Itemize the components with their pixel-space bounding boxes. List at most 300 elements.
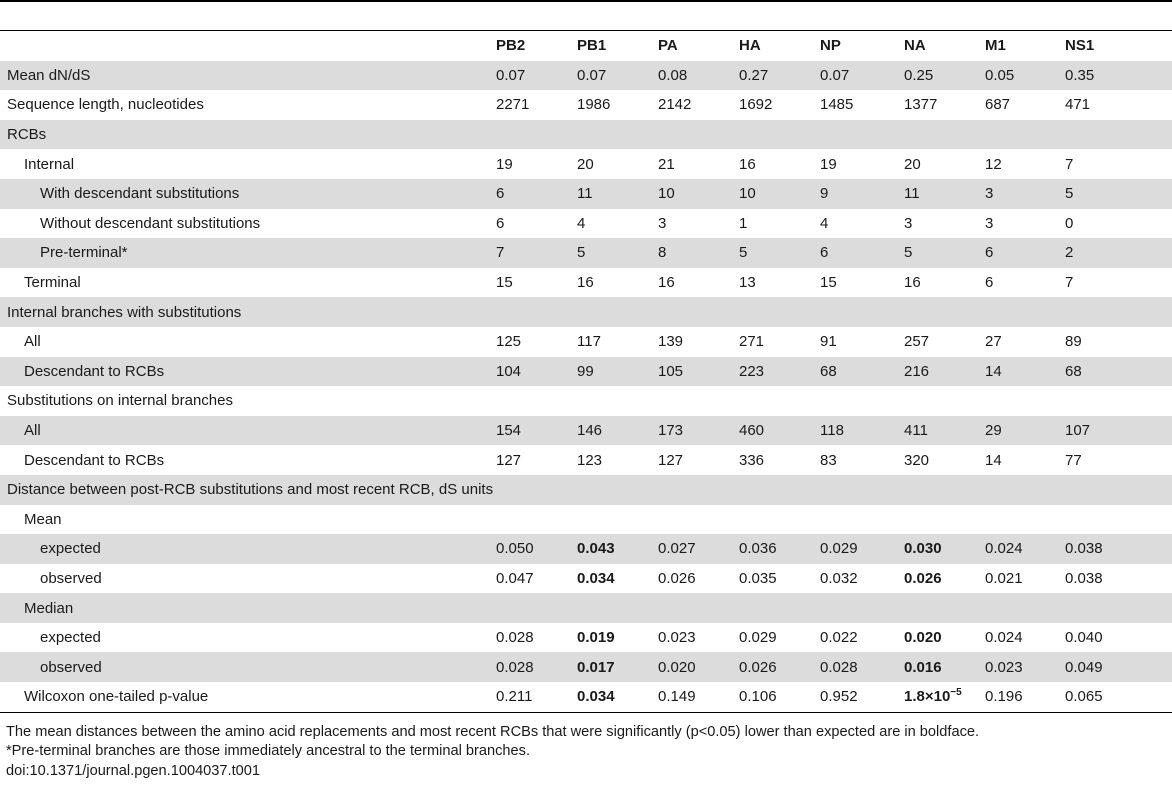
- cell-value: 0.028: [820, 658, 858, 676]
- table-row: [0, 297, 1172, 327]
- table-cell: [904, 505, 985, 535]
- cell-value: 15: [820, 274, 837, 292]
- table-cell: [496, 475, 577, 505]
- table-cell: [820, 120, 904, 150]
- table-cell: [904, 682, 985, 712]
- table-cell: [739, 505, 820, 535]
- table-row: [0, 505, 1172, 535]
- table-cell: [496, 505, 577, 535]
- cell-value: 0.035: [739, 569, 777, 587]
- row-label: Internal: [24, 155, 75, 173]
- cell-value: 0.07: [496, 66, 526, 84]
- table-row: [0, 238, 1172, 268]
- table-cell: [904, 179, 985, 209]
- table-cell: [985, 297, 1065, 327]
- table-cell: [985, 593, 1065, 623]
- cell-value: 460: [739, 422, 765, 440]
- table-cell: [1065, 238, 1172, 268]
- cell-value: 0.023: [985, 658, 1023, 676]
- table-cell: [577, 297, 658, 327]
- cell-value: 471: [1065, 96, 1091, 114]
- table-cell: [496, 564, 577, 594]
- table-cell: [1065, 534, 1172, 564]
- table-row: [0, 120, 1172, 150]
- cell-value: 4: [577, 214, 586, 232]
- cell-value: 20: [577, 155, 594, 173]
- row-label: Descendant to RCBs: [24, 451, 165, 469]
- cell-value: 0.049: [1065, 658, 1103, 676]
- row-label: expected: [0, 534, 496, 564]
- table-cell: [904, 652, 985, 682]
- table-body: [0, 61, 1172, 712]
- row-label: Distance between post-RCB substitutions and most recent RCB, dS units: [0, 475, 496, 505]
- footnote-doi: doi:10.1371/journal.pgen.1004037.t001: [6, 762, 260, 779]
- cell-value: 68: [1065, 362, 1082, 380]
- row-label: Mean dN/dS: [0, 61, 496, 91]
- table-cell: [820, 268, 904, 298]
- table-cell: [496, 179, 577, 209]
- table-cell: [496, 297, 577, 327]
- cell-value: 1986: [577, 96, 611, 114]
- table-cell: [739, 623, 820, 653]
- row-label: All: [24, 333, 41, 351]
- table-cell: [739, 179, 820, 209]
- cell-value: 117: [577, 333, 601, 351]
- row-label: RCBs: [0, 120, 496, 150]
- cell-value: 0.020: [904, 629, 942, 647]
- table-cell: [739, 90, 820, 120]
- cell-value: 4: [820, 214, 829, 232]
- cell-value: 139: [658, 333, 684, 351]
- row-label: Terminal: [24, 274, 81, 292]
- cell-value: 15: [496, 274, 513, 292]
- table-cell: [739, 386, 820, 416]
- cell-value: 0.211: [496, 688, 533, 706]
- cell-value: 19: [496, 155, 513, 173]
- cell-value: 6: [496, 214, 505, 232]
- table-cell: [496, 238, 577, 268]
- cell-value: 0: [1065, 214, 1074, 232]
- table-cell: [985, 564, 1065, 594]
- cell-value: 16: [904, 274, 921, 292]
- table-cell: [1065, 357, 1172, 387]
- cell-value: 0.952: [820, 688, 858, 706]
- table-cell: [658, 475, 739, 505]
- table-cell: [658, 327, 739, 357]
- cell-value: 20: [904, 155, 921, 173]
- cell-value: 125: [496, 333, 522, 351]
- table-cell: [1065, 386, 1172, 416]
- table-cell: [496, 149, 577, 179]
- row-label: All: [0, 416, 496, 446]
- table-cell: [739, 238, 820, 268]
- cell-value: 12: [985, 155, 1002, 173]
- table-cell: [739, 682, 820, 712]
- column-header: NA: [904, 37, 926, 55]
- table-row: [0, 445, 1172, 475]
- table-cell: [577, 90, 658, 120]
- cell-value: 1377: [904, 96, 938, 114]
- cell-value: 11: [904, 185, 920, 203]
- cell-value: 0.032: [820, 569, 858, 587]
- cell-value: 0.026: [904, 569, 942, 587]
- cell-value: 118: [820, 422, 844, 440]
- cell-value: 0.017: [577, 658, 615, 676]
- cell-value: 0.043: [577, 540, 615, 558]
- table-cell: [739, 268, 820, 298]
- table-row: [0, 564, 1172, 594]
- cell-value: 0.019: [577, 629, 615, 647]
- table-cell: [904, 445, 985, 475]
- column-header: PA: [658, 37, 678, 55]
- table-cell: [739, 593, 820, 623]
- cell-value: 0.030: [904, 540, 942, 558]
- table-cell: [985, 416, 1065, 446]
- cell-value: 83: [820, 451, 837, 469]
- table-row: [0, 534, 1172, 564]
- cell-value: 6: [985, 244, 994, 262]
- cell-value: 16: [739, 155, 756, 173]
- header-row: [0, 31, 1172, 61]
- cell-value: 21: [658, 155, 675, 173]
- header-label-cell: [0, 31, 496, 61]
- cell-value: 6: [820, 244, 829, 262]
- table-cell: [985, 505, 1065, 535]
- column-header: PB2: [496, 37, 526, 55]
- table-cell: [820, 623, 904, 653]
- table-cell: [658, 534, 739, 564]
- table-cell: [904, 149, 985, 179]
- cell-value: 0.024: [985, 540, 1023, 558]
- table-cell: [496, 327, 577, 357]
- cell-value: 89: [1065, 333, 1082, 351]
- cell-value: 77: [1065, 451, 1082, 469]
- table-cell: [577, 682, 658, 712]
- table-row: [0, 149, 1172, 179]
- table-cell: [904, 564, 985, 594]
- cell-value: 105: [658, 362, 684, 380]
- cell-value: 5: [739, 244, 748, 262]
- table-cell: [739, 149, 820, 179]
- table-cell: [1065, 682, 1172, 712]
- table-cell: [904, 90, 985, 120]
- table-cell: [658, 652, 739, 682]
- table-cell: [904, 623, 985, 653]
- cell-value: 223: [739, 362, 765, 380]
- table-row: [0, 209, 1172, 239]
- table-cell: [577, 445, 658, 475]
- cell-value: 0.040: [1065, 629, 1103, 647]
- cell-value: 0.034: [577, 688, 615, 706]
- cell-value: 14: [985, 362, 1002, 380]
- table-cell: [739, 475, 820, 505]
- cell-value: 29: [985, 422, 1002, 440]
- table-cell: [658, 61, 739, 91]
- table-cell: [904, 327, 985, 357]
- table-cell: [904, 475, 985, 505]
- table-cell: [739, 297, 820, 327]
- table-cell: [820, 90, 904, 120]
- cell-value: 336: [739, 451, 765, 469]
- cell-value: 0.050: [496, 540, 534, 558]
- table-cell: [904, 593, 985, 623]
- cell-value: 0.038: [1065, 569, 1103, 587]
- row-label: Descendant to RCBs: [0, 357, 496, 387]
- table-cell: [577, 327, 658, 357]
- row-label: Mean: [24, 510, 62, 528]
- table-cell: [658, 179, 739, 209]
- table-cell: [739, 652, 820, 682]
- table-cell: [1065, 623, 1172, 653]
- cell-value: 320: [904, 451, 930, 469]
- cell-value: 7: [496, 244, 505, 262]
- row-label: observed: [40, 569, 102, 587]
- table-cell: [820, 238, 904, 268]
- table-cell: [496, 416, 577, 446]
- table-cell: [658, 209, 739, 239]
- table-row: [0, 61, 1172, 91]
- table-cell: [739, 209, 820, 239]
- table-cell: [820, 416, 904, 446]
- table-cell: [904, 534, 985, 564]
- cell-value: 1692: [739, 96, 773, 114]
- row-label: Substitutions on internal branches: [7, 392, 233, 410]
- footnote-boldface: The mean distances between the amino acid replacements and most recent RCBs that were significantly (p<0.05) lower than expected are in boldface.: [6, 723, 980, 740]
- table-cell: [577, 593, 658, 623]
- table-cell: [820, 327, 904, 357]
- table-cell: [985, 357, 1065, 387]
- table-cell: [739, 416, 820, 446]
- table-cell: [658, 238, 739, 268]
- table-cell: [577, 238, 658, 268]
- table-cell: [496, 268, 577, 298]
- table-row: [0, 623, 1172, 653]
- table-cell: [577, 534, 658, 564]
- cell-value: 123: [577, 451, 603, 469]
- table-cell: [985, 475, 1065, 505]
- cell-value: 0.106: [739, 688, 777, 706]
- cell-value: 7: [1065, 155, 1074, 173]
- table-cell: [820, 564, 904, 594]
- table-cell: [985, 149, 1065, 179]
- table-cell: [739, 445, 820, 475]
- table-cell: [577, 623, 658, 653]
- table-cell: [739, 61, 820, 91]
- table-cell: [820, 534, 904, 564]
- table-cell: [985, 682, 1065, 712]
- cell-value: 2142: [658, 96, 692, 114]
- table-cell: [820, 682, 904, 712]
- table-row: [0, 682, 1172, 712]
- table-cell: [904, 268, 985, 298]
- cell-value: 10: [658, 185, 675, 203]
- table-cell: [985, 61, 1065, 91]
- column-header: HA: [739, 37, 761, 55]
- table-cell: [904, 209, 985, 239]
- table-cell: [577, 120, 658, 150]
- table-cell: [577, 564, 658, 594]
- table-cell: [577, 475, 658, 505]
- table-cell: [496, 120, 577, 150]
- table-cell: [820, 179, 904, 209]
- cell-value: 0.026: [739, 658, 777, 676]
- column-header: PB1: [577, 37, 607, 55]
- cell-value: 154: [496, 422, 522, 440]
- table-cell: [577, 505, 658, 535]
- table-cell: [1065, 209, 1172, 239]
- table-cell: [658, 386, 739, 416]
- cell-value: 3: [985, 185, 994, 203]
- table-cell: [820, 209, 904, 239]
- table-cell: [577, 268, 658, 298]
- cell-value: 16: [577, 274, 594, 292]
- cell-value: 0.07: [820, 66, 850, 84]
- table-cell: [577, 416, 658, 446]
- table-cell: [496, 209, 577, 239]
- table-cell: [577, 179, 658, 209]
- cell-value: 271: [739, 333, 765, 351]
- cell-value: 6: [496, 185, 505, 203]
- table-cell: [1065, 416, 1172, 446]
- footnote-preterminal: *Pre-terminal branches are those immediately ancestral to the terminal branches.: [6, 743, 530, 760]
- table-cell: [577, 357, 658, 387]
- table-row: [0, 386, 1172, 416]
- table-cell: [739, 120, 820, 150]
- cell-value: 0.027: [658, 540, 696, 558]
- table-row: [0, 652, 1172, 682]
- table-cell: [985, 534, 1065, 564]
- cell-value: 257: [904, 333, 930, 351]
- table-cell: [658, 505, 739, 535]
- table-cell: [904, 61, 985, 91]
- table-cell: [820, 386, 904, 416]
- cell-value: 0.038: [1065, 540, 1103, 558]
- cell-value: 0.029: [739, 629, 777, 647]
- table-cell: [820, 475, 904, 505]
- table-cell: [985, 120, 1065, 150]
- cell-value: 27: [985, 333, 1002, 351]
- table-cell: [496, 61, 577, 91]
- cell-value: 0.034: [577, 569, 615, 587]
- cell-value: 0.08: [658, 66, 688, 84]
- table-cell: [658, 445, 739, 475]
- column-header: NS1: [1065, 37, 1095, 55]
- cell-value: 16: [658, 274, 675, 292]
- table-cell: [820, 357, 904, 387]
- table-cell: [1065, 149, 1172, 179]
- cell-value: 3: [658, 214, 667, 232]
- table-row: [0, 268, 1172, 298]
- cell-value: 127: [496, 451, 522, 469]
- cell-value: 2: [1065, 244, 1074, 262]
- table-cell: [496, 593, 577, 623]
- row-label: expected: [40, 629, 101, 647]
- cell-value: 0.029: [820, 540, 858, 558]
- table-cell: [985, 179, 1065, 209]
- table-row: [0, 179, 1172, 209]
- cell-value: 687: [985, 96, 1011, 114]
- cell-value: 7: [1065, 274, 1074, 292]
- cell-value: 9: [820, 185, 829, 203]
- cell-value: 10: [739, 185, 756, 203]
- table-cell: [904, 120, 985, 150]
- table-cell: [820, 445, 904, 475]
- cell-value: 3: [904, 214, 913, 232]
- cell-value: 11: [577, 185, 593, 203]
- cell-value: 0.020: [658, 658, 696, 676]
- cell-value: 0.024: [985, 629, 1023, 647]
- cell-value: 0.065: [1065, 688, 1103, 706]
- cell-value: 5: [1065, 185, 1074, 203]
- cell-value: 6: [985, 274, 994, 292]
- table-cell: [496, 445, 577, 475]
- table-cell: [985, 268, 1065, 298]
- cell-value: 0.022: [820, 629, 858, 647]
- table-cell: [658, 623, 739, 653]
- table-cell: [658, 268, 739, 298]
- cell-value: 68: [820, 362, 837, 380]
- cell-value: 99: [577, 362, 594, 380]
- cell-value: 146: [577, 422, 603, 440]
- cell-value: 0.25: [904, 66, 934, 84]
- cell-value: 14: [985, 451, 1002, 469]
- table-cell: [904, 386, 985, 416]
- row-label: Wilcoxon one-tailed p-value: [24, 688, 209, 706]
- cell-value: 1.8×10: [904, 688, 951, 706]
- cell-value: 0.07: [577, 66, 607, 84]
- table-cell: [658, 149, 739, 179]
- cell-value: 0.028: [496, 658, 534, 676]
- column-header: NP: [820, 37, 841, 55]
- table-cell: [985, 209, 1065, 239]
- table-cell: [820, 652, 904, 682]
- table-cell: [496, 652, 577, 682]
- table-cell: [820, 505, 904, 535]
- cell-value: 0.028: [496, 629, 534, 647]
- table-cell: [496, 623, 577, 653]
- row-label: Internal branches with substitutions: [0, 297, 496, 327]
- table-cell: [1065, 268, 1172, 298]
- table-cell: [496, 386, 577, 416]
- table-row: [0, 416, 1172, 446]
- table-cell: [658, 90, 739, 120]
- table-cell: [577, 652, 658, 682]
- table-cell: [985, 386, 1065, 416]
- table-row: [0, 593, 1172, 623]
- cell-value: 0.016: [904, 658, 942, 676]
- table-cell: [904, 357, 985, 387]
- table-row: [0, 327, 1172, 357]
- table-cell: [904, 297, 985, 327]
- table-cell: [577, 209, 658, 239]
- table-cell: [985, 327, 1065, 357]
- cell-value: 1485: [820, 96, 854, 114]
- table-cell: [1065, 593, 1172, 623]
- table-cell: [496, 357, 577, 387]
- table-cell: [985, 90, 1065, 120]
- cell-value: 91: [820, 333, 837, 351]
- table-cell: [658, 593, 739, 623]
- row-label: Without descendant substitutions: [40, 214, 261, 232]
- table-cell: [496, 90, 577, 120]
- data-table: [0, 31, 1172, 712]
- table-cell: [739, 327, 820, 357]
- table-cell: [658, 682, 739, 712]
- table-cell: [1065, 475, 1172, 505]
- table-cell: [904, 416, 985, 446]
- cell-value: 0.35: [1065, 66, 1095, 84]
- table-cell: [1065, 505, 1172, 535]
